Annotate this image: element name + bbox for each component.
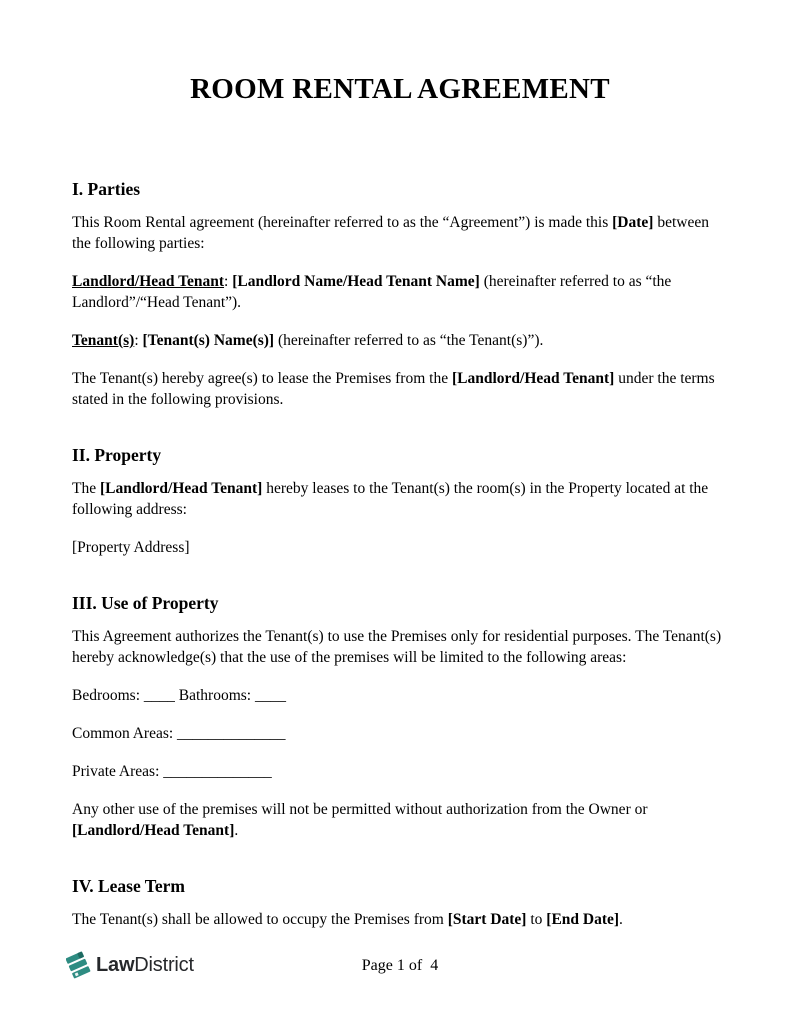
stacked-layers-icon	[66, 951, 91, 979]
text-segment: .	[234, 822, 239, 839]
section-3-paragraph-2	[72, 685, 728, 706]
section-1-paragraph-2	[72, 271, 728, 313]
text-segment: Any other use of the premises will not be permitted without authorization from the Owner or	[72, 801, 648, 818]
text-segment: between the following parties:	[72, 214, 709, 252]
text-segment: The Tenant(s) shall be allowed to occupy the Premises from	[72, 911, 448, 928]
text-segment: :	[134, 332, 143, 349]
document-body	[72, 178, 728, 930]
section-heading-1: I. Parties	[72, 179, 141, 199]
section-heading-2: II. Property	[72, 445, 162, 465]
text-segment: (hereinafter referred to as “the Tenant(s)”).	[274, 332, 544, 349]
section-2-paragraph-1	[72, 478, 728, 520]
text-segment: Bedrooms: ____ Bathrooms: ____	[72, 687, 286, 704]
text-segment: (hereinafter referred to as “the Landlord”/“Head Tenant”).	[72, 273, 672, 311]
text-segment: .	[619, 911, 623, 928]
section-heading-3: III. Use of Property	[72, 593, 219, 613]
text-segment: Landlord/Head Tenant	[72, 273, 225, 290]
page-number: Page 1 of 4	[361, 957, 439, 974]
text-segment: [Property Address]	[72, 539, 190, 556]
section-3-paragraph-5	[72, 799, 728, 841]
section-heading-4: IV. Lease Term	[72, 876, 185, 896]
section-3-paragraph-1	[72, 626, 728, 668]
section-2-paragraph-2	[72, 537, 728, 558]
section-3-paragraph-3	[72, 723, 728, 744]
section-1-paragraph-1	[72, 212, 728, 254]
lawdistrict-logo	[66, 951, 194, 979]
text-segment: This Agreement authorizes the Tenant(s) to use the Premises only for residential purposes. The Tenant(s) hereby acknowledge(s) that the use of the premises will be limited to the following areas:	[72, 628, 722, 666]
text-segment: [Landlord/Head Tenant]	[72, 822, 235, 839]
text-segment: [Landlord/Head Tenant]	[451, 370, 615, 387]
text-segment: Private Areas: ______________	[72, 763, 272, 780]
text-segment: [End Date]	[546, 911, 620, 928]
text-segment: This Room Rental agreement (hereinafter referred to as the “Agreement”) is made this	[72, 214, 613, 231]
text-segment: [Date]	[612, 214, 654, 231]
text-segment: hereby leases to the Tenant(s) the room(s) in the Property located at the following address:	[72, 480, 709, 518]
section-1-paragraph-4	[72, 368, 728, 410]
brand-law: Law	[96, 953, 135, 976]
text-segment: Tenant(s)	[72, 332, 135, 349]
text-segment: [Landlord Name/Head Tenant Name]	[232, 273, 480, 290]
text-segment: The	[72, 480, 100, 497]
text-segment: under the terms stated in the following provisions.	[72, 370, 715, 408]
text-segment: The Tenant(s) hereby agree(s) to lease the Premises from the	[72, 370, 452, 387]
text-segment: to	[526, 911, 547, 928]
section-4-paragraph-1	[72, 909, 728, 930]
text-segment: Common Areas: ______________	[72, 725, 286, 742]
brand-district: District	[134, 953, 194, 976]
section-3-paragraph-4	[72, 761, 728, 782]
document-title: ROOM RENTAL AGREEMENT	[190, 73, 610, 105]
text-segment: [Tenant(s) Name(s)]	[142, 332, 275, 349]
text-segment: [Landlord/Head Tenant]	[99, 480, 263, 497]
footer	[66, 951, 734, 983]
brand-name	[96, 954, 194, 977]
text-segment: :	[224, 273, 233, 290]
section-1-paragraph-3	[72, 330, 728, 351]
text-segment: [Start Date]	[447, 911, 527, 928]
